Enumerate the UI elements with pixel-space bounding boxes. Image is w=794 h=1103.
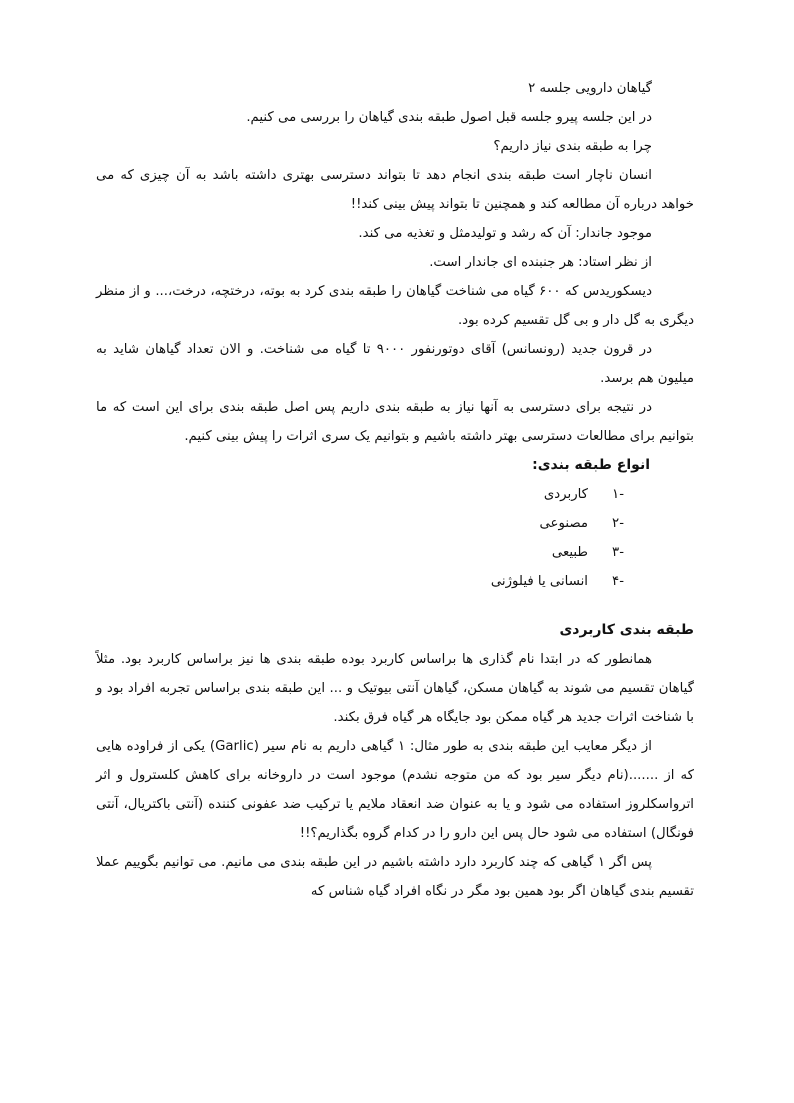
paragraph: در نتیجه برای دسترسی به آنها نیاز به طبقه بندی داریم پس اصل طبقه بندی برای این است که ما بتوانیم برای مطالعات دسترسی بهتر داشته باشیم و بتوانیم یک سری اثرات را پیش بینی کنیم. [96,400,694,444]
list-item [96,509,624,538]
types-list [96,480,694,596]
list-item [96,567,624,596]
paragraph: از دیگر معایب این طبقه بندی به طور مثال: ۱ گیاهی داریم به نام سیر (Garlic) یکی از فراوده هایی که از .......(نام دیگر سیر بود که من متوجه نشدم) موجود است در داروخانه برای کاهش کلسترول و اثر اترواسکلروز استفاده می شود و یا به عنوان ضد انعقاد ملایم یا ترکیب ضد عفونی کننده (آنتی باکتریال، آنتی فونگال) استفاده می شود حال پس این دارو را در کدام گروه بگذاریم؟!! [96,739,694,841]
section-title: طبقه بندی کاربردی [559,622,694,638]
paragraph: پس اگر ۱ گیاهی که چند کاربرد دارد داشته باشیم در این طبقه بندی می مانیم. می توانیم بگوییم عملا تقسیم بندی گیاهان اگر بود همین بود مگر در نگاه افراد گیاه شناس که [96,855,694,899]
paragraph: دیسکوریدس که ۶۰۰ گیاه می شناخت گیاهان را طبقه بندی کرد به بوته، درختچه، درخت،... و از منظر دیگری به گل دار و بی گل تقسیم کرده بود. [96,284,694,328]
list-label: طبیعی [551,545,588,560]
paragraph: در قرون جدید (رونسانس) آقای دوتورنفور ۹۰۰۰ تا گیاه می شناخت. و الان تعداد گیاهان شاید به میلیون هم برسد. [96,342,694,386]
document-page [96,74,694,906]
paragraph: در این جلسه پیرو جلسه قبل اصول طبقه بندی گیاهان را بررسی می کنیم. [246,110,652,125]
paragraph: از نظر استاد: هر جنبنده ای جاندار است. [429,255,652,270]
document-title: گیاهان دارویی جلسه ۲ [528,81,652,96]
types-heading: انواع طبقه بندی: [532,457,650,473]
paragraph: همانطور که در ابتدا نام گذاری ها براساس کاربرد بوده طبقه بندی ها نیز براساس کاربرد بود. مثلاً گیاهان تقسیم می شوند به گیاهان مسکن، گیاهان آنتی بیوتیک و ... این طبقه بندی براساس تجربه افراد بود و با شناخت اثرات جدید هر گیاه ممکن بود جایگاه هر گیاه فرق بکند. [96,652,694,725]
list-number: -۲ [612,516,624,531]
paragraph: موجود جاندار: آن که رشد و تولیدمثل و تغذیه می کند. [358,226,652,241]
list-number: -۳ [612,545,624,560]
list-label: انسانی یا فیلوژنی [490,574,588,589]
list-number: -۱ [612,487,624,502]
list-label: مصنوعی [539,516,588,531]
list-label: کاربردی [543,487,588,502]
list-number: -۴ [612,574,624,589]
list-item [96,480,624,509]
list-item [96,538,624,567]
paragraph: انسان ناچار است طبقه بندی انجام دهد تا بتواند دسترسی بهتری داشته باشد به آن چیزی که می خواهد درباره آن مطالعه کند و همچنین تا بتواند پیش بینی کند!! [96,168,694,212]
paragraph: چرا به طبقه بندی نیاز داریم؟ [493,139,652,154]
